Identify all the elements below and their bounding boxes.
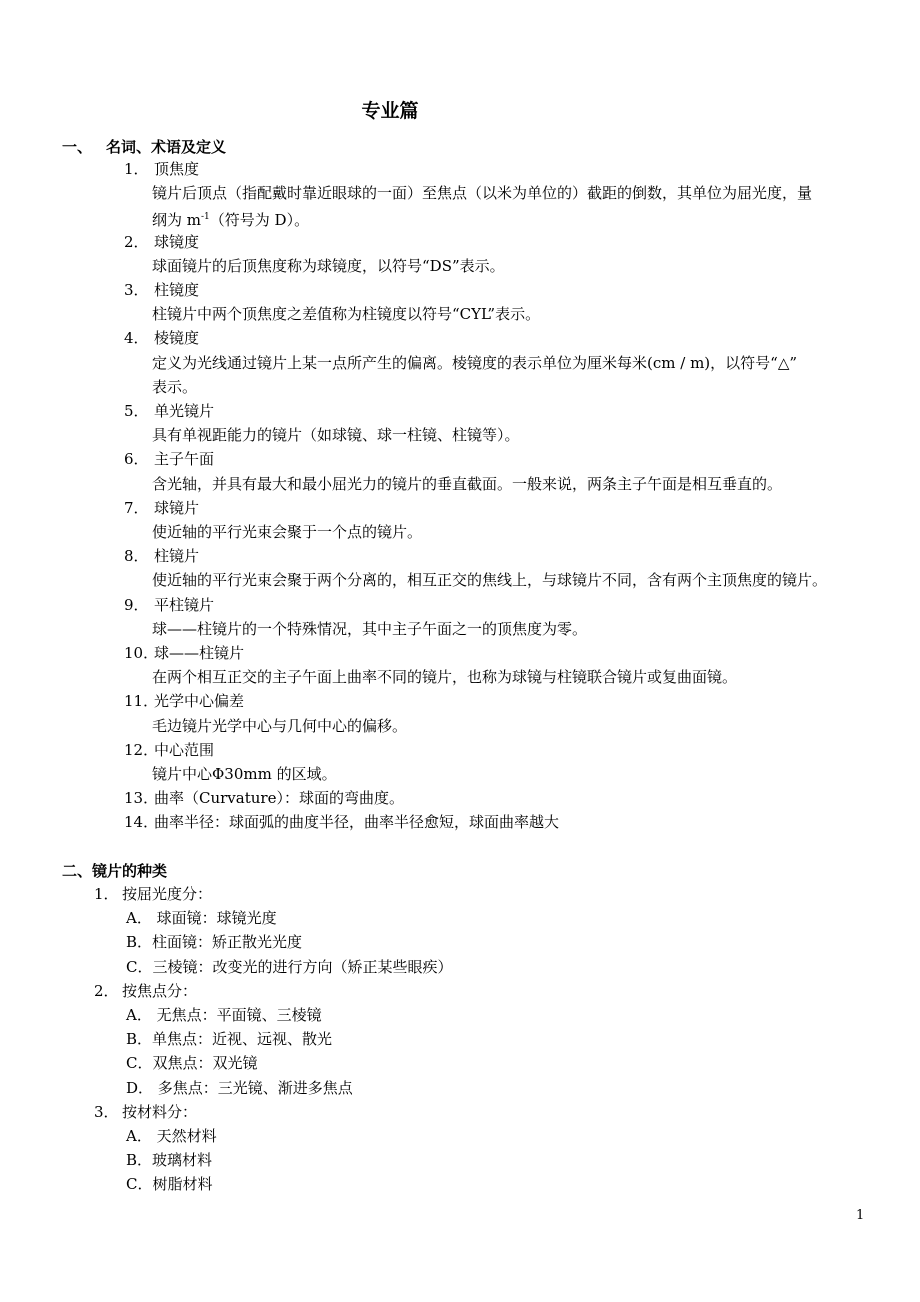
term-label: 球——柱镜片 xyxy=(154,644,245,662)
group-item: A． 天然材料 xyxy=(126,1127,217,1145)
section2-heading: 二、镜片的种类 xyxy=(62,862,168,880)
term-4 xyxy=(124,328,199,348)
group-number: 1． xyxy=(94,885,119,903)
term-11 xyxy=(124,691,244,711)
term-number: 4． xyxy=(124,329,149,348)
term-label: 中心范围 xyxy=(154,740,215,759)
term-number: 8． xyxy=(124,547,149,566)
term-number: 10． xyxy=(124,644,159,662)
term-12 xyxy=(124,740,214,760)
term-definition: 镜片中心Φ30mm 的区域。 xyxy=(152,765,337,783)
group-2 xyxy=(94,981,197,1001)
term-7 xyxy=(124,498,199,518)
group-1 xyxy=(94,884,212,904)
term-label: 曲率（Curvature）：球面的弯曲度。 xyxy=(154,789,404,808)
group-label: 按屈光度分： xyxy=(122,885,213,903)
group-item: B．玻璃材料 xyxy=(126,1151,213,1170)
group-item: A． 无焦点：平面镜、三棱镜 xyxy=(126,1006,322,1024)
group-3 xyxy=(94,1102,197,1122)
group-item: C．三棱镜：改变光的进行方向（矫正某些眼疾） xyxy=(126,957,453,976)
term-label: 光学中心偏差 xyxy=(154,692,245,711)
term-number: 12． xyxy=(124,740,159,759)
group-label: 按焦点分： xyxy=(122,981,198,1000)
term-number: 2． xyxy=(124,232,149,251)
term-definition: 使近轴的平行光束会聚于两个分离的，相互正交的焦线上，与球镜片不同，含有两个主顶焦度的镜片。 xyxy=(152,571,828,590)
term-number: 14． xyxy=(124,813,159,832)
term-13 xyxy=(124,788,404,808)
group-item: A． 球面镜：球镜光度 xyxy=(126,909,277,928)
group-number: 3． xyxy=(94,1102,119,1121)
term-number: 3． xyxy=(124,281,149,299)
term-definition: 毛边镜片光学中心与几何中心的偏移。 xyxy=(152,716,408,735)
section1-title: 名词、术语及定义 xyxy=(106,138,227,156)
term-label: 柱镜片 xyxy=(154,547,200,566)
term-definition: 在两个相互正交的主子午面上曲率不同的镜片，也称为球镜与柱镜联合镜片或复曲面镜。 xyxy=(152,668,738,687)
term-definition: 球——柱镜片的一个特殊情况，其中主子午面之一的顶焦度为零。 xyxy=(152,619,588,638)
term-label: 单光镜片 xyxy=(154,402,215,420)
term-number: 1． xyxy=(124,160,149,178)
term-definition: 使近轴的平行光束会聚于一个点的镜片。 xyxy=(152,523,423,541)
term-14 xyxy=(124,812,559,832)
term-definition: 表示。 xyxy=(152,377,198,396)
term-number: 11． xyxy=(124,692,159,711)
section1-heading xyxy=(62,136,226,157)
section1-number: 一、 xyxy=(62,138,93,156)
term-label: 平柱镜片 xyxy=(154,595,215,614)
term-6 xyxy=(124,449,214,469)
term-number: 7． xyxy=(124,498,149,517)
term-number: 13． xyxy=(124,789,159,808)
term-label: 主子午面 xyxy=(154,450,215,469)
group-item: B．单焦点：近视、远视、散光 xyxy=(126,1030,333,1049)
term-label: 球镜度 xyxy=(154,232,200,251)
term-number: 5． xyxy=(124,402,149,420)
term-label: 顶焦度 xyxy=(154,160,200,178)
term-definition: 定义为光线通过镜片上某一点所产生的偏离。棱镜度的表示单位为厘米每米(cm / m)，以符号“△” xyxy=(152,353,798,372)
term-2 xyxy=(124,232,199,252)
term-definition: 具有单视距能力的镜片（如球镜、球一柱镜、柱镜等）。 xyxy=(152,426,520,445)
group-item: B．柱面镜：矫正散光光度 xyxy=(126,933,303,952)
term-definition: 球面镜片的后顶焦度称为球镜度，以符号“DS”表示。 xyxy=(152,256,505,275)
term-definition: 含光轴，并具有最大和最小屈光力的镜片的垂直截面。一般来说，两条主子午面是相互垂直的。 xyxy=(152,474,783,493)
group-item: C．树脂材料 xyxy=(126,1175,213,1194)
term-label: 曲率半径：球面弧的曲度半径，曲率半径愈短，球面曲率越大 xyxy=(154,813,560,832)
term-number: 9． xyxy=(124,595,149,614)
page-number: 1 xyxy=(856,1208,865,1223)
term-5 xyxy=(124,401,214,421)
group-item: D． 多焦点：三光镜、渐进多焦点 xyxy=(126,1078,353,1097)
group-number: 2． xyxy=(94,981,119,1000)
term-definition: 纲为 $m^{-1}$（符号为 D）。 xyxy=(152,211,310,230)
term-8 xyxy=(124,546,199,566)
term-9 xyxy=(124,595,214,615)
group-item: C．双焦点：双光镜 xyxy=(126,1054,258,1073)
term-definition: 柱镜片中两个顶焦度之差值称为柱镜度以符号“CYL”表示。 xyxy=(152,305,541,324)
page-title: 专业篇 xyxy=(361,100,419,122)
term-number: 6． xyxy=(124,450,149,469)
term-label: 球镜片 xyxy=(154,498,200,517)
term-1 xyxy=(124,159,199,179)
term-label: 柱镜度 xyxy=(154,281,200,299)
group-label: 按材料分： xyxy=(122,1102,198,1121)
term-3 xyxy=(124,280,199,300)
term-definition: 镜片后顶点（指配戴时靠近眼球的一面）至焦点（以米为单位的）截距的倒数，其单位为屈光度，量 xyxy=(152,184,813,203)
term-10 xyxy=(124,643,244,663)
term-label: 棱镜度 xyxy=(154,329,200,348)
